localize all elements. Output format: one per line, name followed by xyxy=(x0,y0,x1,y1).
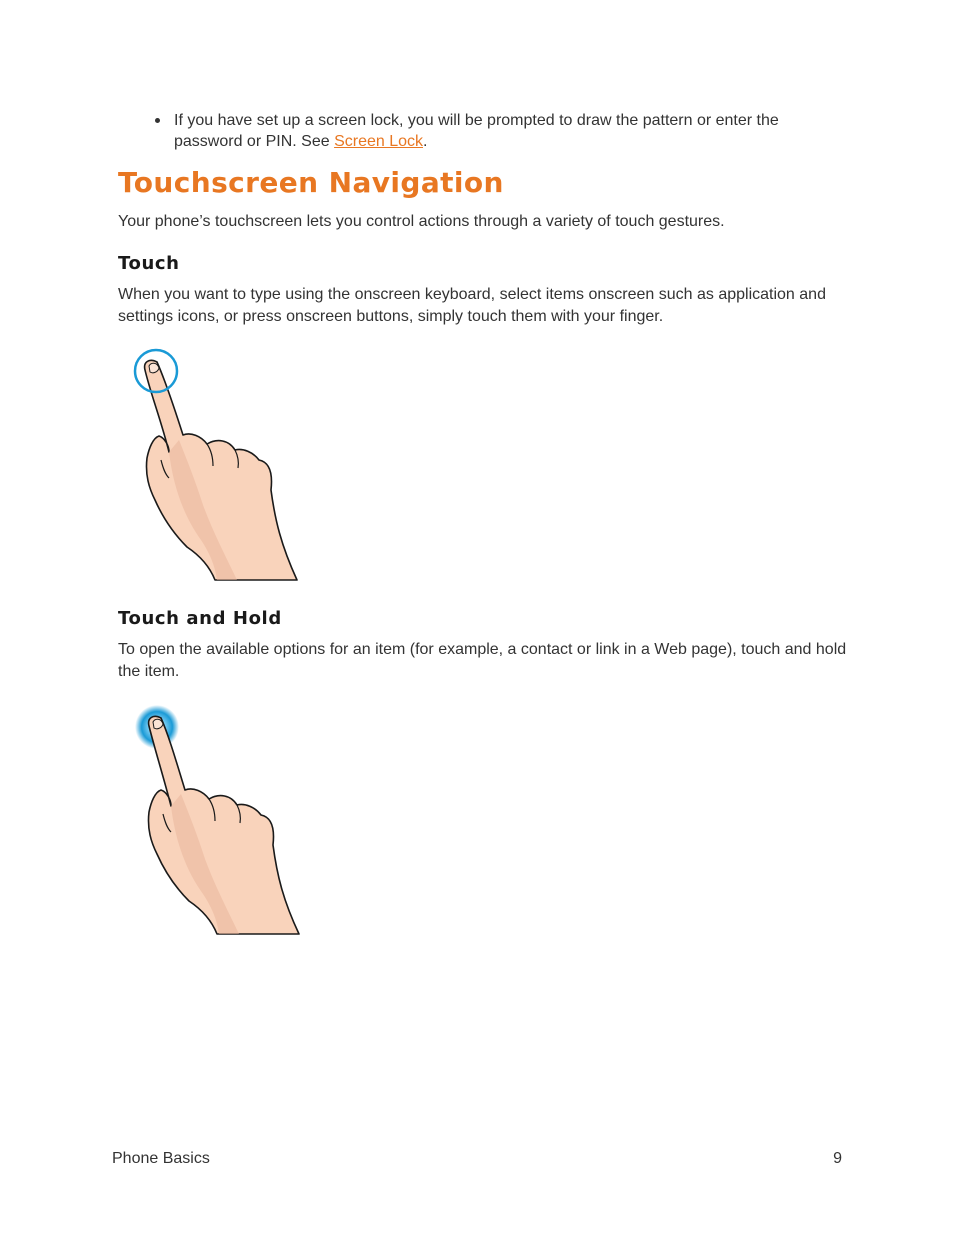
bullet-text-after: . xyxy=(423,133,428,150)
bullet-text-before: If you have set up a screen lock, you will be prompted to draw the pattern or enter the password or PIN. See xyxy=(174,112,779,150)
touch-hold-gesture-illustration xyxy=(125,700,315,940)
footer-page-number: 9 xyxy=(833,1150,842,1167)
touch-hold-paragraph: To open the available options for an item (for example, a contact or link in a Web page), touch and hold the item. xyxy=(118,641,847,680)
touch-gesture-illustration xyxy=(125,340,315,585)
bullet-text xyxy=(174,110,835,152)
page-title: Touchscreen Navigation xyxy=(118,166,504,199)
bullet-dot xyxy=(155,118,160,123)
footer-section-name: Phone Basics xyxy=(112,1150,210,1167)
touch-paragraph: When you want to type using the onscreen keyboard, select items onscreen such as application and settings icons, or press onscreen buttons, simply touch them with your finger. xyxy=(118,286,826,325)
touch-hold-heading: Touch and Hold xyxy=(118,608,282,629)
touch-hold-hand-icon xyxy=(148,716,299,934)
screen-lock-link[interactable]: Screen Lock xyxy=(334,133,424,150)
bullet-item-screen-lock xyxy=(155,110,835,152)
touch-hand-icon xyxy=(145,360,297,580)
touch-heading: Touch xyxy=(118,253,180,274)
intro-paragraph: Your phone’s touchscreen lets you control actions through a variety of touch gestures. xyxy=(118,213,725,230)
